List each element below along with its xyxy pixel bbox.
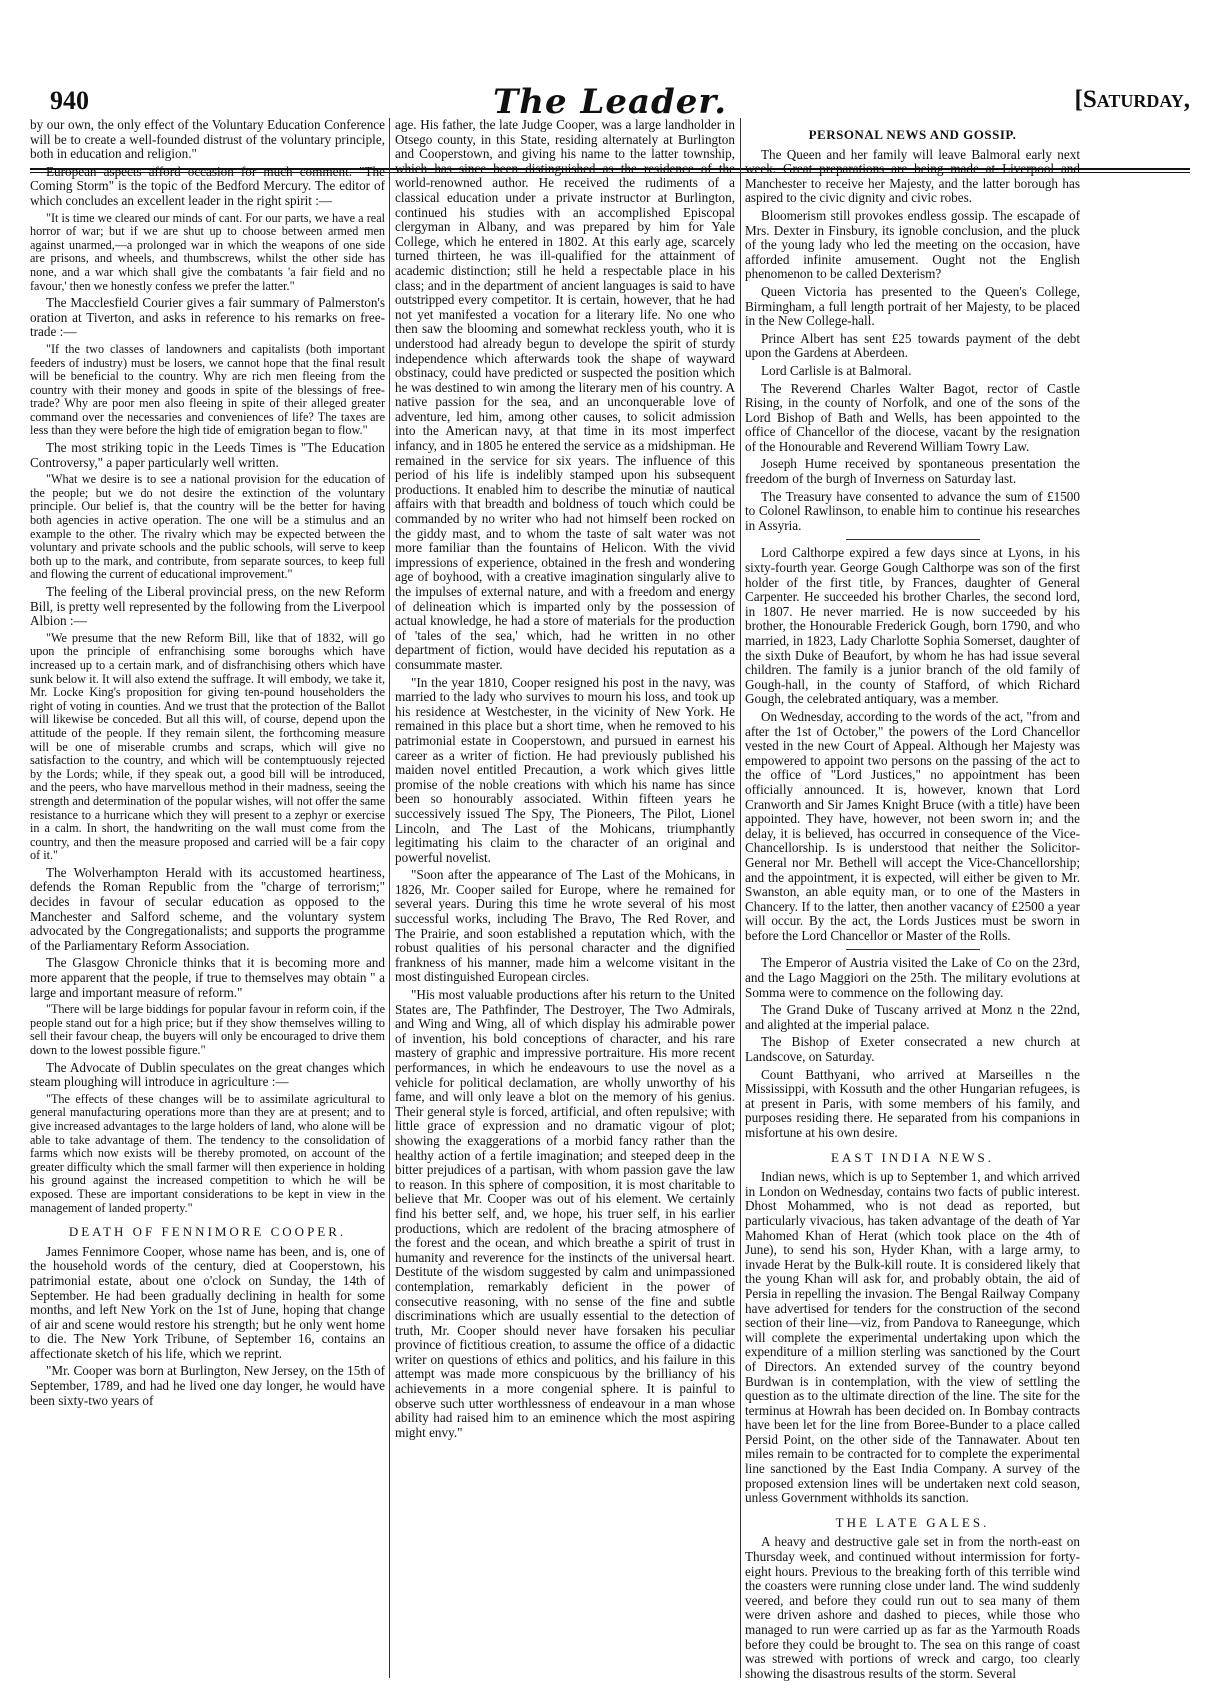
paragraph: The Macclesfield Courier gives a fair summary of Palmerston's oration at Tiverton, and asks in reference to his remarks on free-trade :—: [30, 295, 385, 340]
quotation: "What we desire is to see a national provision for the education of the people; but we do not desire the extinction of the voluntary principle. Our belief is, that the country will be the better for having both agencies in active operation. The one will be a stimulus and an example to the other. The rivalry which may be expected between the voluntary and private schools and the public schools, will serve to keep both up to the mark, and contribute, from separate sources, to keep full and flowing the current of educational improvement.": [30, 472, 385, 582]
dateline: [Saturday,: [1074, 86, 1190, 113]
paragraph: Count Batthyani, who arrived at Marseilles n the Mississippi, with Kossuth and the other Hungarian refugees, is at present in Paris, with some members of his family, and purposes residing there. He separated from his companions in misfortune at his own desire.: [745, 1066, 1080, 1140]
masthead: The Leader.: [492, 82, 728, 122]
column-3: [745, 118, 1080, 1688]
page-header: [0, 60, 1220, 122]
paragraph: Bloomerism still provokes endless gossip. The escapade of Mrs. Dexter in Finsbury, its ignoble conclusion, and the pluck of the young lady who led the meeting on the occasion, have afforded infinite amusement. Ought not the English phenomenon to be called Dexterism?: [745, 207, 1080, 282]
paragraph: The feeling of the Liberal provincial press, on the new Reform Bill, is pretty well represented by the following from the Liverpool Albion :—: [30, 584, 385, 629]
paragraph: Indian news, which is up to September 1, and which arrived in London on Wednesday, contains two facts of public interest. Dhost Mohammed, who is not dead as reported, but particularly vivacious, has taken advantage of the death of Yar Mahomed Khan of Herat (which took place on the 4th of June), to send his son, Hyder Khan, with a large army, to invade Herat by the Bulk-kill route. It is considered likely that the young Khan will ask for, and probably obtain, the aid of Persia in repelling the invasion. The Bengal Railway Company have advertised for tenders for the construction of the second section of their line—viz, from Pandova to Raneegunge, which will complete the experimental undertaking upon which the expenditure of a million sterling was sanctioned by the Court of Directors. An extended survey of the country beyond Burdwan is in contemplation, with the view of settling the question as to the ultimate direction of the line. The site for the terminus at Howrah has been decided on. In Bombay contracts have been let for the line from Boree-Bunder to a place called Persid Point, on the other side of the Tannawater. About ten miles remain to be contracted for to complete the experimental line sanctioned by the East India Company. A survey of the proposed extension lines will be undertaken next cold season, unless Government withholds its sanction.: [745, 1169, 1080, 1506]
quotation: "It is time we cleared our minds of cant. For our parts, we have a real horror of war; but if we are shut up to choose between armed men against unarmed,—a prolonged war in which the weapons of one side are prisons, and wheels, and thumbscrews, whilst the other side has none, and a war which shall give the combatants 'a fair field and no favour,' then we honestly confess we prefer the latter.": [30, 210, 385, 293]
paragraph: The Grand Duke of Tuscany arrived at Monz n the 22nd, and alighted at the imperial palace.: [745, 1002, 1080, 1032]
paragraph: The Glasgow Chronicle thinks that it is becoming more and more apparent that the people, if true to themselves may obtain " a large and important measure of reform.": [30, 955, 385, 1000]
paragraph: Joseph Hume received by spontaneous presentation the freedom of the burgh of Inverness on Saturday last.: [745, 456, 1080, 487]
paragraph: The Reverend Charles Walter Bagot, rector of Castle Rising, in the county of Norfolk, and one of the sons of the Lord Bishop of Bath and Wells, has been appointed to the office of Chancellor of the diocese, vacant by the resignation of the Honourable and Reverend William Towry Law.: [745, 380, 1080, 454]
paragraph: James Fennimore Cooper, whose name has been, and is, one of the household words of the century, died at Cooperstown, his patrimonial estate, about one o'clock on Sunday, the 14th of September. He had been gradually declining in health for some months, and left New York on the 1st of June, hoping that change of air and scene would restore his strength; but he only went home to die. The New York Tribune, of September 16, contains an affectionate sketch of his life, which we reprint.: [30, 1243, 385, 1361]
paragraph: "Soon after the appearance of The Last of the Mohicans, in 1826, Mr. Cooper sailed for Europe, where he remained for several years. During this time he wrote several of his most successful works, including The Bravo, The Red Rover, and The Prairie, and soon established a reputation which, with the robust qualities of his personal character and the dignified frankness of his manner, made him a welcome visitant in the most distinguished European circles.: [395, 867, 735, 985]
column-2: [395, 118, 735, 1688]
paragraph: by our own, the only effect of the Voluntary Education Conference will be to create a well-founded distrust of the voluntary principle, both in education and religion.": [30, 118, 385, 162]
separator: [846, 539, 980, 540]
paragraph: Lord Carlisle is at Balmoral.: [761, 362, 912, 378]
paragraph: The Advocate of Dublin speculates on the great changes which steam ploughing will introduce in agriculture :—: [30, 1059, 385, 1090]
section-heading: DEATH OF FENNIMORE COOPER.: [68, 1224, 347, 1240]
paragraph: "In the year 1810, Cooper resigned his post in the navy, was married to the lady who survives to mourn his loss, and took up his residence at Westchester, in the vicinity of New York. He remained in this place but a short time, when he removed to his patrimonial estate in Cooperstown, and pursued in earnest his career as a writer of fiction. He had previously published his maiden novel entitled Precaution, a work which gives little promise of the noble creations with which his name has since been so honourably associated. Within fifteen years he successively issued The Spy, The Pioneers, The Pilot, Lionel Lincoln, and The Last of the Mohicans, triumphantly legitimating his claim to the character of an original and powerful novelist.: [395, 674, 735, 865]
column-divider: [740, 118, 741, 1678]
paragraph: "Mr. Cooper was born at Burlington, New Jersey, on the 15th of September, 1789, and had he lived one day longer, he would have been sixty-two years of: [30, 1363, 385, 1408]
section-heading: THE LATE GALES.: [835, 1514, 990, 1530]
paragraph: A heavy and destructive gale set in from the north-east on Thursday week, and continued without intermission for forty-eight hours. Previous to the breaking forth of this terrible wind the coasters were running close under land. The wind suddenly veered, and before they could run out to sea many of them were driven ashore and dashed to pieces, while those who managed to run were carried up as far as the Yarmouth Roads before they could be brought to. The sea on this range of coast was strewed with portions of wreck and cargo, too clearly showing the disastrous results of the storm. Several: [745, 1534, 1080, 1681]
section-heading: EAST INDIA NEWS.: [831, 1149, 994, 1165]
section-heading: PERSONAL NEWS AND GOSSIP.: [808, 127, 1017, 142]
quotation: "The effects of these changes will be to assimilate agricultural to general manufacturing operations more than they are at present; and to give increased advantages to the large holders of land, who alone will be able to take advantage of them. The tendency to the consolidation of farms which now exists will be thereby promoted, on account of the greater difficulty which the small farmer will then experience in holding his ground against the increased competition to which he will be exposed. These are important considerations to be kept in view in the management of landed property.": [30, 1091, 385, 1215]
paragraph: The most striking topic in the Leeds Times is "The Education Controversy," a paper particularly well written.: [30, 440, 385, 470]
paragraph: On Wednesday, according to the words of the act, "from and after the 1st of October," the powers of the Lord Chancellor vested in the new Court of Appeal. Although her Majesty was empowered to appoint two persons on the passing of the act to the office of "Lord Justices," no appointment has been officially announced. It is, however, known that Lord Cranworth and Sir James Knight Bruce (with a title) have been appointed. They have, however, not been sworn in; and the delay, it is believed, has occurred in consequence of the Vice-Chancellorship. Is is understood that neither the Solicitor-General nor Mr. Bethell will accept the Vice-Chancellorship; and the appointment, it is expected, will either be given to Mr. Swanston, an able equity man, or to one of the Masters in Chancery. If to the latter, then another vacancy of £2500 a year will occur. By the act, the Lords Justices must be sworn in before the Lord Chancellor or Master of the Rolls.: [745, 708, 1080, 943]
quotation: "If the two classes of landowners and capitalists (both important feeders of industry) must be losers, we cannot hope that the final result will be beneficial to the country. Why are rich men fleeing from the country with their money and goods in spite of the blessings of free-trade? Why are poor men also fleeing in spite of their alleged greater command over the necessaries and conveniences of life? The taxes are less than they were before the high tide of emigration began to flow.": [30, 341, 385, 438]
paragraph: The Bishop of Exeter consecrated a new church at Landscove, on Saturday.: [745, 1034, 1080, 1065]
paragraph: European aspects afford occasion for much comment. "The Coming Storm" is the topic of the Bedford Mercury. The editor of which concludes an excellent leader in the right spirit :—: [30, 163, 385, 208]
separator: [846, 949, 980, 950]
paragraph: The Queen and her family will leave Balmoral early next week. Great preparations are being made at Liverpool and Manchester to receive her Majesty, and the latter borough has aspired to the civic dignity and civic robes.: [745, 146, 1080, 206]
paragraph: The Wolverhampton Herald with its accustomed heartiness, defends the Roman Republic from the "charge of terrorism;" decides in favour of secular education as opposed to the Manchester and Salford scheme, and the voluntary system advocated by the Congregationalists; and supports the programme of the Parliamentary Reform Association.: [30, 864, 385, 953]
paragraph: The Treasury have consented to advance the sum of £1500 to Colonel Rawlinson, to enable him to continue his researches in Assyria.: [745, 488, 1080, 533]
column-divider: [389, 118, 390, 1678]
page-number: 940: [50, 86, 89, 115]
paragraph: age. His father, the late Judge Cooper, was a large landholder in Otsego county, in this State, residing alternately at Burlington and Cooperstown, and giving his name to the latter township, which has since been distinguished as the residence of the world-renowned author. He received the rudiments of a classical education under a private instructor at Burlington, continued his studies with an accomplished Episcopal clergyman in Albany, and was prepared by him for Yale College, which he entered in 1802. At this early age, scarcely turned thirteen, he was ill-qualified for the attainment of academic distinction; still he held a respectable place in his class; and in the department of ancient languages is said to have outstripped every competitor. It is certain, however, that he had not yet manifested a vocation for a literary life. No one who then saw the blooming and somewhat reckless youth, who it is understood had already begun to develope the spirit of sturdy independence which afterwards took the shape of wayward obstinacy, could have predicted or suspected the position which he was destined to win among the literary men of his country. A native passion for the sea, and an unconquerable love of adventure, led him, among other causes, to solicit admission into the American navy, at that time in its most imperfect infancy, and in 1805 he entered the service as a midshipman. He remained in the service for six years. The influence of this period of his life is indelibly stamped upon his subsequent productions. It enabled him to describe the minutiæ of nautical affairs with that breadth and boldness of touch which could be commanded by no writer who had not himself been rocked on the giddy mast, and to whom the taste of salt water was not more familiar than the fountains of Helicon. With the vivid impressions of experience, obtained in the fresh and wondering age of boyhood, with a creative imagination singularly alive to the impulses of external nature, and with a freedom and energy of delineation which is imparted only by the possession of actual knowledge, he had a store of materials for the production of 'tales of the sea,' which, had he written in no other department of fiction, would have decided his reputation as a consummate master.: [395, 118, 735, 672]
paragraph: The Emperor of Austria visited the Lake of Co on the 23rd, and the Lago Maggiori on the 25th. The military evolutions at Somma were to commence on the following day.: [745, 955, 1080, 1000]
quotation: "We presume that the new Reform Bill, like that of 1832, will go upon the principle of enfranchising some boroughs which have increased up to a certain mark, and of disfranchising others which have sunk below it. It will also extend the suffrage. It will embody, we take it, Mr. Locke King's proposition for giving ten-pound householders the right of voting in counties. And we trust that the protection of the Ballot will likewise be conceded. But all this will, of course, depend upon the attitude of the people. If they remain silent, the forthcoming measure will be one of miserable crumbs and scraps, which will give no satisfaction to the country, and which will be contemptuously rejected by the Lords; while, if they speak out, a good bill will be introduced, and the peers, who have marvellous method in their madness, seeing the strength and determination of the popular wishes, will not offer the same resistance to a hurricane which they will present to a zephyr or exercise in a calm. In short, the handwriting on the wall must come from the country, and then the measure proposed and carried will be a fair copy of it.": [30, 630, 385, 863]
paragraph: Lord Calthorpe expired a few days since at Lyons, in his sixty-fourth year. George Gough Calthorpe was son of the first holder of the first title, by Frances, daughter of General Carpenter. He succeeded his brother Charles, the second lord, in 1807. He never married. He is now succeeded by his brother, the Honourable Frederick Gough, born 1790, and who married, in 1823, Lady Charlotte Sophia Somerset, daughter of the sixth Duke of Beaufort, by whom he has had issue several children. The family is a junior branch of the old family of Gough-hall, in the county of Stafford, of which Richard Gough, the celebrated antiquary, was a member.: [745, 545, 1080, 707]
paragraph: Queen Victoria has presented to the Queen's College, Birmingham, a full length portrait of her Majesty, to be placed in the New College-hall.: [745, 283, 1080, 329]
paragraph: Prince Albert has sent £25 towards payment of the debt upon the Gardens at Aberdeen.: [745, 330, 1080, 361]
column-1: [30, 118, 385, 1688]
paragraph: "His most valuable productions after his return to the United States are, The Pathfinder, The Destroyer, The Two Admirals, and Wing and Wing, all of which display his admirable power of invention, his bold conceptions of character, and his rare mastery of graphic and impressive portraiture. His more recent performances, in which he endeavours to use the novel as a vehicle for political declamation, are wholly unworthy of his fame, and will only leave a blot on the memory of his genius. Their general style is forced, artificial, and often repulsive; with little grace of expression and no dramatic vigour of plot; showing the exaggerations of a morbid fancy rather than the healthy action of a fertile imagination; and steeped deep in the bitter prejudices of a partisan, with whom passion gave the law to reason. In this sphere of composition, it is most charitable to believe that Mr. Cooper was out of his element. We certainly find his better self, and, we hope, his truer self, in his earlier productions, which are redolent of the bracing atmosphere of the forest and the ocean, and which breathe a spirit of trust in humanity and reverence for the instincts of the universal heart. Destitute of the wisdom suggested by calm and unimpassioned contemplation, remarkably deficient in the power of consecutive reasoning, with no sense of the fine and subtle discriminations which are usually essential to the detection of truth, Mr. Cooper should never have forsaken his peculiar province of fictitious creation, to assume the office of a didactic writer on questions of ethics and politics, and his failure in this attempt was made more conspicuous by the brilliancy of his achievements in a more congenial sphere. It is painful to observe such utter worthlessness of endeavour in a man whose ability had raised him to an eminence which the most aspiring might envy.": [395, 987, 735, 1440]
quotation: "There will be large biddings for popular favour in reform coin, if the people stand out for a high price; but if they show themselves willing to sell their favour cheap, the buyers will only be encouraged to drive them down to the lowest possible figure.": [30, 1002, 385, 1057]
